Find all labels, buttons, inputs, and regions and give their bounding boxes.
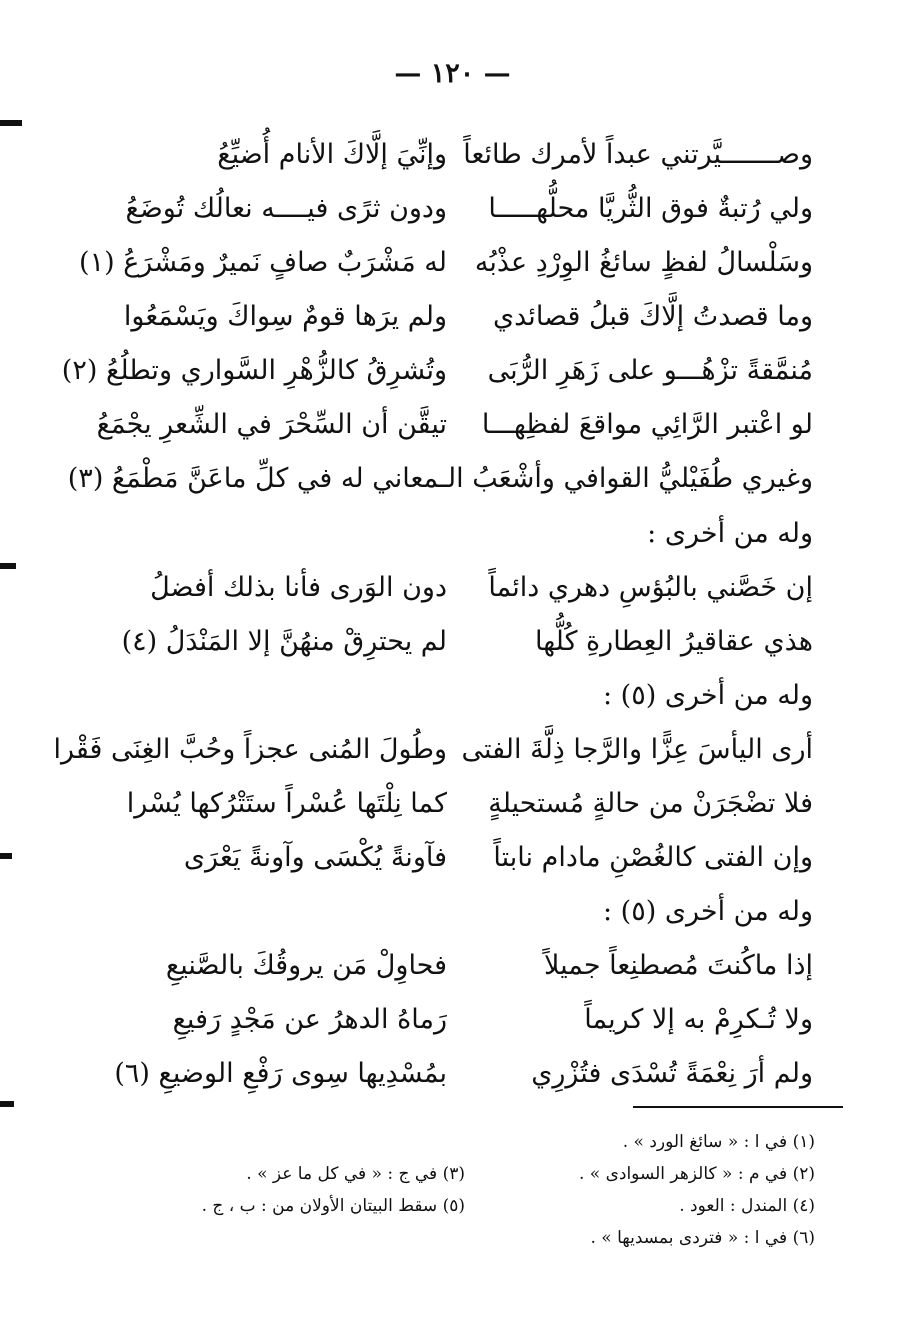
verse-first-hemistich: فلا تضْجَرَنْ من حالةٍ مُستحيلةٍ (488, 788, 813, 819)
verse-first-hemistich: إن خَصَّني بالبُؤسِ دهري دائماً (488, 572, 813, 603)
footnote: (٥) سقط البيتان الأولان من : ب ، ج . (201, 1196, 465, 1216)
section-heading: وله من أخرى (٥) : (603, 680, 813, 711)
verse-first-hemistich: وصـــــــيَّرتني عبداً لأمرك طائعاً (463, 139, 813, 170)
verse-second-hemistich: بمُسْدِيها سِوى رَفْعِ الوضيعِ (٦) (114, 1058, 447, 1089)
verse-first-hemistich: هذي عقاقيرُ العِطارةِ كُلُّها (534, 626, 813, 657)
verse-second-hemistich: ودون ثرًى فيــــه نعالُك تُوضَعُ (125, 193, 447, 224)
verse-second-hemistich: وطُولَ المُنى عجزاً وحُبَّ الغِنَى فَقْرا (53, 734, 447, 765)
verse-second-hemistich: تيقَّن أن السِّحْرَ في الشِّعرِ يجْمَعُ (96, 409, 447, 440)
verse-first-hemistich: ولا تُـكرِمْ به إلا كريماً (584, 1004, 813, 1035)
scan-edge-mark (0, 1101, 14, 1107)
verse-second-hemistich: ولم يرَها قومٌ سِواكَ ويَسْمَعُوا (123, 301, 447, 332)
verse-first-hemistich: ولم أرَ نِعْمَةً تُسْدَى فتُزْرِي (531, 1058, 813, 1089)
verse-second-hemistich: وتُشرِقُ كالزُّهْرِ السَّواري وتطلُعُ (٢) (61, 355, 447, 386)
verse-first-hemistich: وسَلْسالُ لفظٍ سائغُ الوِرْدِ عذْبُه (474, 247, 813, 278)
verse-second-hemistich: له مَشْرَبٌ صافٍ نَميرٌ ومَشْرَعُ (١) (79, 247, 447, 278)
verse-second-hemistich: دون الوَرى فأنا بذلك أفضلُ (150, 572, 447, 603)
verse-second-hemistich: وإنِّيَ إلَّاكَ الأنام أُضيِّعُ (217, 139, 447, 170)
footnote-separator (633, 1106, 843, 1108)
footnote: (٤) المندل : العود . (679, 1196, 815, 1216)
scan-edge-mark (0, 120, 22, 126)
footnote: (٢) في م : « كالزهر السوادى » . (578, 1164, 815, 1184)
verse-first-hemistich: ولي رُتبةٌ فوق الثُّريَّا محلُّهـــــا (488, 193, 813, 224)
footnote: (٣) في ج : « في كل ما عز » . (246, 1164, 465, 1184)
verse-second-hemistich: فآونةً يُكْسَى وآونةً يَعْرَى (183, 842, 447, 873)
verse-first-hemistich: وغيري طُفَيْليُّ القوافي وأشْعَبُ الـ (440, 463, 813, 494)
scan-edge-mark (0, 563, 16, 569)
verse-first-hemistich: وإن الفتى كالغُصْنِ مادام نابتاً (493, 842, 813, 873)
footnote: (١) في ا : « سائغ الورد » . (622, 1132, 815, 1152)
section-heading: وله من أخرى (٥) : (603, 896, 813, 927)
page-number: — ١٢٠ — (394, 58, 511, 89)
verse-second-hemistich: فحاوِلْ مَن يروقُكَ بالصَّنيعِ (165, 950, 447, 981)
verse-first-hemistich: لو اعْتبر الرَّائِي مواقعَ لفظِهـــا (481, 409, 813, 440)
verse-first-hemistich: إذا ماكُنتَ مُصطنِعاً جميلاً (544, 950, 813, 981)
verse-first-hemistich: مُنمَّقةً تزْهُـــو على زَهَرِ الرُّبَى (487, 355, 813, 386)
verse-second-hemistich: كما نِلْتَها عُسْراً ستَتْرُكها يُسْرا (126, 788, 447, 819)
verse-first-hemistich: أرى اليأسَ عِزًّا والرَّجا ذِلَّةَ الفتى (461, 734, 813, 765)
verse-second-hemistich: لم يحترِقْ منهُنَّ إلا المَنْدَلُ (٤) (121, 626, 447, 657)
verse-second-hemistich: رَماهُ الدهرُ عن مَجْدٍ رَفيعِ (172, 1004, 447, 1035)
verse-first-hemistich: وما قصدتُ إلَّاكَ قبلُ قصائدي (493, 301, 813, 332)
footnote: (٦) في ا : « فتردى بمسديها » . (590, 1228, 815, 1248)
section-heading: وله من أخرى : (647, 518, 813, 549)
scan-edge-mark (0, 853, 12, 859)
verse-second-hemistich: ـمعاني له في كلِّ ماعَنَّ مَطْمَعُ (٣) (67, 463, 447, 494)
